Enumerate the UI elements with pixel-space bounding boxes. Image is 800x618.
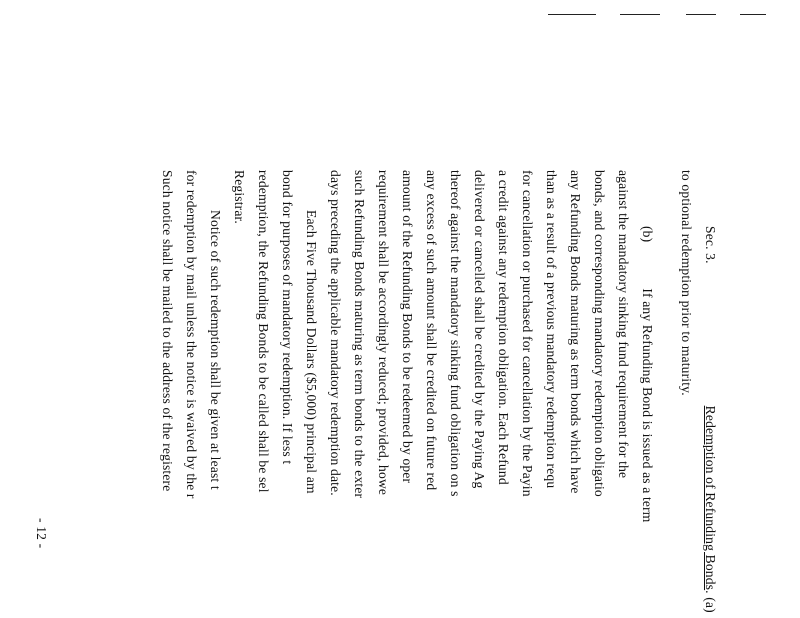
paragraph-each-line-4: Registrar. <box>232 170 247 224</box>
page-number: - 12 - <box>34 518 49 549</box>
section-title-suffix: . (a) <box>703 590 718 613</box>
paragraph-b-line-10: any excess of such amount shall be credited on future red <box>424 170 439 491</box>
paragraph-b-line-3: bonds, and corresponding mandatory redemption obligatio <box>592 170 607 497</box>
paragraph-b-line-1 <box>640 226 654 523</box>
paragraph-each-line-3: redemption, the Refunding Bonds to be called shall be sel <box>256 170 271 493</box>
paragraph-b-line-6: for cancellation or purchased for cancellation by the Payin <box>520 170 535 497</box>
paragraph-b-line-5: than as a result of a previous mandatory redemption requ <box>544 170 559 489</box>
paragraph-b-line-13: such Refunding Bonds maturing as term bonds to the exter <box>352 170 367 499</box>
section-number: Sec. 3. <box>703 226 718 264</box>
paragraph-b-line-9: thereof against the mandatory sinking fund obligation on s <box>448 170 463 497</box>
paragraph-notice-line-3: Such notice shall be mailed to the address of the registere <box>160 170 175 492</box>
header-rule-2 <box>620 14 660 15</box>
section-continuation-line: to optional redemption prior to maturity. <box>679 170 694 396</box>
paragraph-each-line-2: bond for purposes of mandatory redemption. If less t <box>280 170 295 465</box>
header-rule-4 <box>740 14 766 15</box>
paragraph-b-line-14: days preceding the applicable mandatory redemption date. <box>328 170 343 496</box>
header-rule-1 <box>548 14 596 15</box>
paragraph-notice-line-1: Notice of such redemption shall be given at least t <box>208 210 223 490</box>
section-title: Redemption of Refunding Bonds <box>703 405 718 591</box>
paragraph-notice-line-2: for redemption by mail unless the notice is waived by the r <box>184 170 199 499</box>
header-rule-3 <box>686 14 716 15</box>
paragraph-b-line-2: against the mandatory sinking fund requirement for the <box>616 170 631 479</box>
paragraph-b-line-11: amount of the Refunding Bonds to be redeemed by oper <box>400 170 415 484</box>
paragraph-b-line-12: requirement shall be accordingly reduced; provided, howe <box>376 170 391 496</box>
paragraph-each-line-1: Each Five Thousand Dollars ($5,000) principal am <box>304 210 319 494</box>
paragraph-b-line-4: any Refunding Bonds maturing as term bonds which have <box>568 170 583 494</box>
paragraph-b-first-text: If any Refunding Bond is issued as a term <box>640 288 655 523</box>
paragraph-b-line-8: delivered or cancelled shall be credited by the Paying Ag <box>472 170 487 489</box>
paragraph-b-label: (b) <box>640 226 655 243</box>
section-heading-line <box>703 226 717 613</box>
paragraph-b-line-7: a credit against any redemption obligation. Each Refund <box>496 170 511 485</box>
